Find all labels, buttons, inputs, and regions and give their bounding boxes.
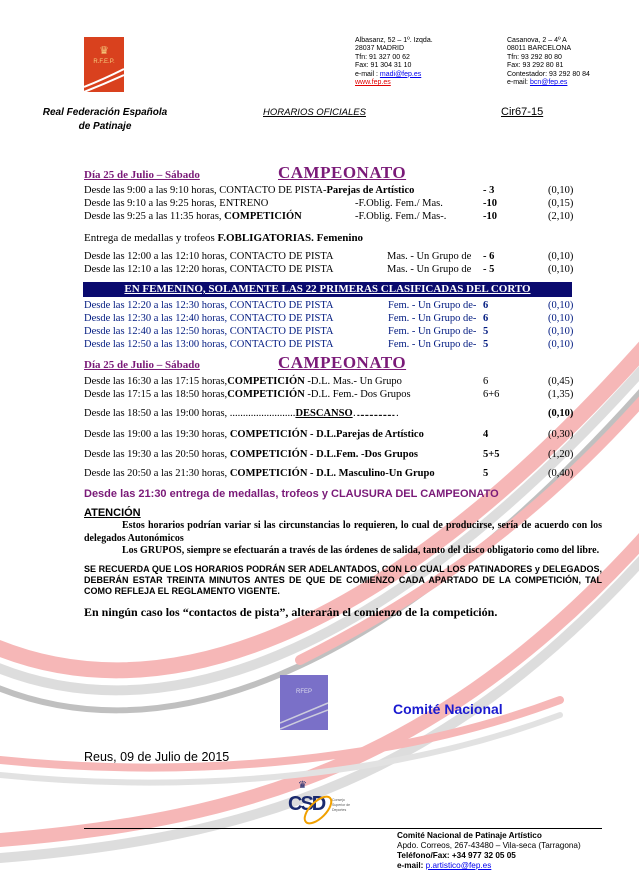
attention-paragraph-1: Estos horarios podrían variar si las circunstancias lo requieren, lo cual de producirse, sería de acuerdo con los delegados Autonómicos xyxy=(84,520,602,544)
duration: (1,20) xyxy=(548,449,574,460)
footer-phone: Teléfono/Fax: +34 977 32 05 05 xyxy=(397,851,516,860)
skater-count: 5 xyxy=(483,468,489,479)
crown-icon: ♛ xyxy=(298,780,307,791)
rfep-logo xyxy=(84,37,124,92)
schedule-row xyxy=(84,375,402,388)
duration: (0,40) xyxy=(548,468,574,479)
track-contact-note: En ningún caso los “contactos de pista”, alterarán el comienzo de la competición. xyxy=(84,604,498,619)
duration: (0,10) xyxy=(548,326,574,337)
email-label: e-mail : xyxy=(355,70,380,78)
medals-text: Entrega de medallas y trofeos xyxy=(84,232,218,244)
document-title: HORARIOS OFICIALES xyxy=(263,107,366,118)
campeonato-heading: CAMPEONATO xyxy=(278,353,407,372)
logo-stripes xyxy=(84,67,124,92)
circular-reference: Cir67-15 xyxy=(501,106,544,118)
duration: (0,15) xyxy=(548,198,574,209)
skater-count: 5 xyxy=(483,326,489,337)
footer-email-link[interactable]: p.artistico@fep.es xyxy=(425,861,492,870)
barcelona-address xyxy=(507,37,590,87)
skater-count: 4 xyxy=(483,429,489,440)
row-time: Desde las 19:30 a las 20:50 horas, xyxy=(84,449,230,460)
skater-count: 5+5 xyxy=(483,449,500,460)
campeonato-heading: CAMPEONATO xyxy=(278,163,407,182)
closing-ceremony-line: Desde las 21:30 entrega de medallas, trofeos y CLAUSURA DEL CAMPEONATO xyxy=(84,488,499,500)
advance-notice-paragraph: SE RECUERDA QUE LOS HORARIOS PODRÁN SER ADELANTADOS, CON LO CUAL LOS PATINADORES y DELEGADOS, DEBERÁN ESTAR TREINTA MINUTOS ANTES DE QUE DE COMIENZO CADA APARTADO DE LA COMPETICIÓN, TAL COMO REFLEJA EL REGLAMENTO VIGENTE. xyxy=(84,563,602,596)
schedule-row xyxy=(84,388,411,401)
org-name-line-1: Real Federación Española xyxy=(42,107,168,118)
logo-text: R.F.E.P. xyxy=(93,59,115,65)
skater-count: 5 xyxy=(483,339,489,350)
phone: Tfn: 93 292 80 80 xyxy=(507,53,562,61)
bcn-email-link[interactable]: bcn@fep.es xyxy=(529,79,568,87)
place-and-date: Reus, 09 de Julio de 2015 xyxy=(84,750,230,764)
footer-committee-name: Comité Nacional de Patinaje Artístico xyxy=(397,831,542,840)
address-line: 08011 BARCELONA xyxy=(507,45,572,53)
duration: (0,10) xyxy=(548,300,574,311)
schedule-row xyxy=(84,467,435,480)
row-detail: -D.L. Fem.- Dos Grupos xyxy=(307,389,411,400)
duration: (0,10) xyxy=(548,313,574,324)
skater-count: -10 xyxy=(483,198,497,209)
duration: (0,10) xyxy=(548,264,574,275)
duration: (0,10) xyxy=(548,251,574,262)
row-time: Desde las 19:00 a las 19:30 horas, xyxy=(84,429,230,440)
row-activity: COMPETICIÓN - D.L.Parejas de Artístico xyxy=(229,429,424,440)
row-time: Desde las 9:25 a las 11:35 horas, xyxy=(84,211,225,222)
csd-swoosh xyxy=(298,790,338,830)
medals-line xyxy=(84,232,363,245)
row-detail: Fem. - Un Grupo de- xyxy=(388,300,477,311)
duration: (0,45) xyxy=(548,376,574,387)
schedule-row: Desde las 12:30 a las 12:40 horas, CONTACTO DE PISTA xyxy=(84,313,334,324)
schedule-row: Desde las 12:10 a las 12:20 horas, CONTACTO DE PISTA xyxy=(84,264,334,275)
rfep-stamp-logo xyxy=(280,675,328,730)
phone: Tfn: 91 327 00 62 xyxy=(355,53,410,61)
schedule-row xyxy=(84,448,418,461)
row-detail: Fem. - Un Grupo de- xyxy=(388,339,477,350)
row-detail: -F.Oblig. Fem./ Mas-. xyxy=(355,211,447,222)
fax: Fax: 93 292 80 81 xyxy=(507,62,564,70)
duration: (0,10) xyxy=(548,408,574,419)
row-time: Desde las 17:15 a las 18:50 horas, xyxy=(84,389,228,400)
skater-count: - 3 xyxy=(483,185,495,196)
footer-divider xyxy=(84,828,602,829)
row-time: Desde las 20:50 a las 21:30 horas, xyxy=(84,468,230,479)
row-category: Parejas de Artístico xyxy=(326,185,415,196)
answering-machine: Contestador: 93 292 80 84 xyxy=(507,70,590,78)
schedule-row: Desde las 12:40 a las 12:50 horas, CONTACTO DE PISTA xyxy=(84,326,334,337)
crown-icon: ♛ xyxy=(99,45,109,57)
row-time: Desde las 9:10 a las 9:25 horas, ENTRENO xyxy=(84,198,269,209)
row-activity: COMPETICIÓN - D.L.Fem. -Dos Grupos xyxy=(229,449,418,460)
row-time: Desde las 9:00 a las 9:10 horas, CONTACTO DE PISTA- xyxy=(84,185,327,196)
email-label: e-mail: xyxy=(507,79,530,87)
duration: (0,10) xyxy=(548,185,574,196)
org-name xyxy=(30,106,180,134)
stamp-text: RFEP xyxy=(295,689,312,695)
csd-logo-text: CSD xyxy=(288,793,325,815)
dots: ……………………… xyxy=(352,408,394,419)
org-name-line-2: de Patinaje xyxy=(78,121,132,132)
break-row xyxy=(84,407,393,420)
duration: (2,10) xyxy=(548,211,574,222)
website-link[interactable]: www.fep.es xyxy=(355,79,391,87)
duration: (1,35) xyxy=(548,389,574,400)
madrid-email-link[interactable]: madi@fep.es xyxy=(379,70,422,78)
schedule-row xyxy=(84,210,302,223)
medals-category: F.OBLIGATORIAS. Femenino xyxy=(217,232,364,244)
attention-paragraph-2: Los GRUPOS, siempre se efectuarán a través de las órdenes de salida, tanto del disco obligatorio como del libre. xyxy=(122,545,600,556)
stamp-stripes xyxy=(280,701,328,730)
row-detail: Mas. - Un Grupo de xyxy=(387,251,472,262)
row-detail: Fem. - Un Grupo de- xyxy=(388,326,477,337)
skater-count: 6 xyxy=(483,376,489,387)
committee-name: Comité Nacional xyxy=(393,701,503,717)
day-header: Día 25 de Julio – Sábado xyxy=(84,359,200,371)
row-detail: Fem. - Un Grupo de- xyxy=(388,313,477,324)
schedule-row: Desde las 12:00 a las 12:10 horas, CONTACTO DE PISTA xyxy=(84,251,334,262)
row-activity: COMPETICIÓN xyxy=(224,211,302,222)
schedule-row xyxy=(84,428,424,441)
schedule-row xyxy=(84,184,414,197)
notice-banner: EN FEMENINO, SOLAMENTE LAS 22 PRIMERAS CLASIFICADAS DEL CORTO xyxy=(83,282,572,297)
skater-count: 6 xyxy=(483,313,489,324)
duration: (0,30) xyxy=(548,429,574,440)
row-activity: COMPETICIÓN xyxy=(227,389,308,400)
duration: (0,10) xyxy=(548,339,574,350)
row-time: Desde las 16:30 a las 17:15 horas, xyxy=(84,376,228,387)
address-line: 28037 MADRID xyxy=(355,45,405,53)
footer-address: Apdo. Correos, 267-43480 – Vila-seca (Tarragona) xyxy=(397,841,581,850)
fax: Fax: 91 304 31 10 xyxy=(355,62,412,70)
footer-contact xyxy=(397,831,581,871)
break-label: DESCANSO xyxy=(295,408,353,419)
row-detail: -D.L. Mas.- Un Grupo xyxy=(307,376,402,387)
csd-logo xyxy=(288,780,358,832)
madrid-address xyxy=(355,37,433,87)
attention-heading: ATENCIÓN xyxy=(84,507,141,519)
skater-count: -10 xyxy=(483,211,497,222)
address-line: Casanova, 2 – 4º A xyxy=(507,37,567,44)
csd-subtitle: Consejo Superior de Deportes xyxy=(332,798,351,812)
day-header: Día 25 de Julio – Sábado xyxy=(84,169,200,181)
skater-count: - 5 xyxy=(483,264,495,275)
schedule-row: Desde las 12:50 a las 13:00 horas, CONTACTO DE PISTA xyxy=(84,339,334,350)
row-time: Desde las 18:50 a las 19:00 horas, ......................... xyxy=(84,408,296,419)
skater-count: 6+6 xyxy=(483,389,500,400)
skater-count: - 6 xyxy=(483,251,495,262)
address-line: Albasanz, 52 – 1º. Izqda. xyxy=(355,37,433,44)
schedule-row xyxy=(84,197,268,210)
skater-count: 6 xyxy=(483,300,489,311)
row-detail: Mas. - Un Grupo de xyxy=(387,264,472,275)
row-activity: COMPETICIÓN - D.L. Masculino-Un Grupo xyxy=(229,468,435,479)
row-activity: COMPETICIÓN xyxy=(227,376,308,387)
row-detail: -F.Oblig. Fem./ Mas. xyxy=(355,198,443,209)
attention-section xyxy=(84,506,602,620)
schedule-row: Desde las 12:20 a las 12:30 horas, CONTACTO DE PISTA xyxy=(84,300,334,311)
email-label: e-mail: xyxy=(397,861,426,870)
